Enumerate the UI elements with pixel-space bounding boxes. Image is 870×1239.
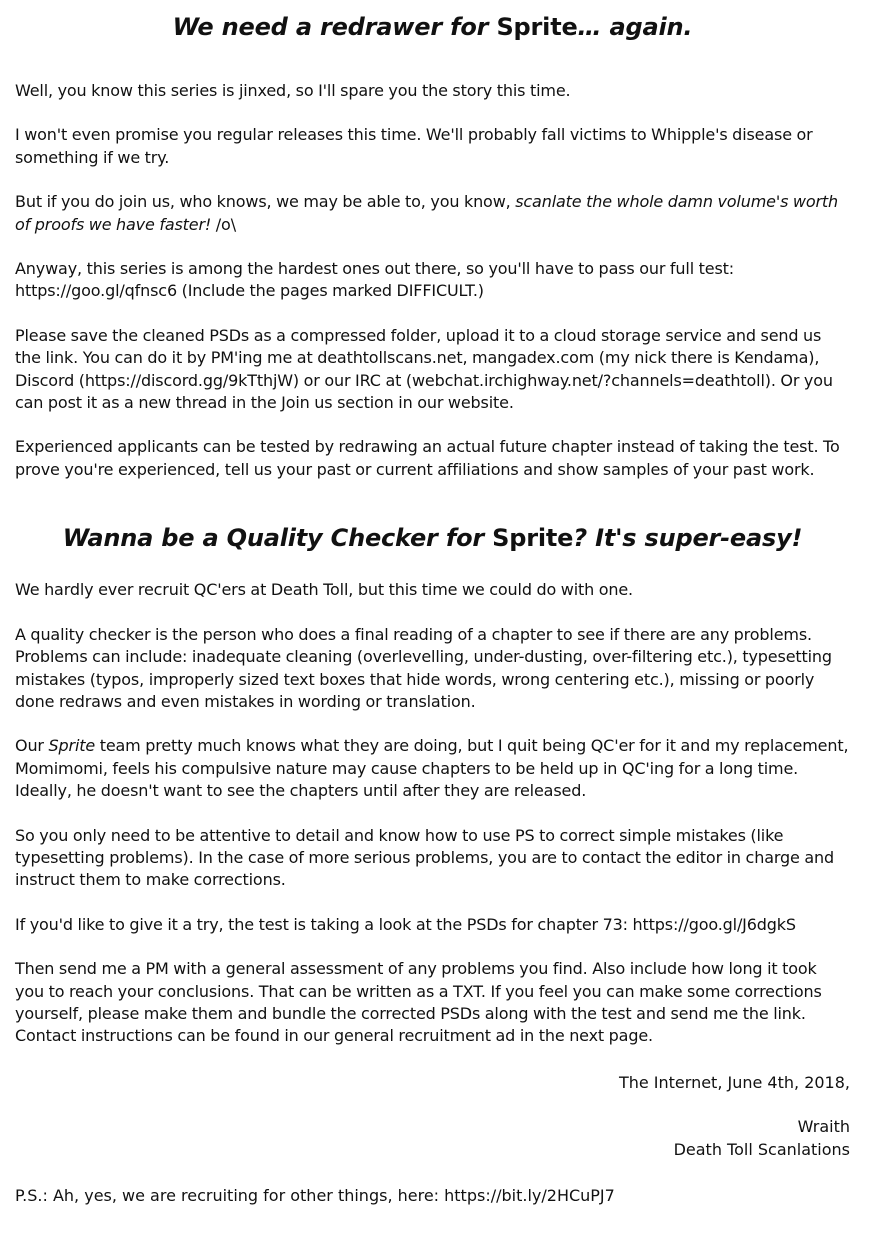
qc-section [15, 579, 850, 1048]
heading1-title: Sprite [496, 13, 578, 41]
signature-date: The Internet, June 4th, 2018, [618, 1072, 850, 1092]
qc-paragraph-3-rest: team pretty much knows what they are doing, but I quit being QC'er for it and my replacement, Momimomi, feels his compulsive nature may cause chapters to be held up in QC'ing for a long time. Ideally, he doesn't want to see the chapters until after they are released. [15, 736, 849, 801]
redrawer-paragraph-4: Anyway, this series is among the hardest ones out there, so you'll have to pass our full test: https://goo.gl/qfnsc6 (Include the pages marked DIFFICULT.) [15, 259, 734, 301]
heading1-part3: … again. [577, 13, 693, 41]
qc-paragraph-3-start: Our [15, 736, 49, 756]
redrawer-paragraph-1: Well, you know this series is jinxed, so I'll spare you the story this time. [15, 81, 571, 100]
signature-name: Wraith [797, 1117, 850, 1137]
heading2-part1: Wanna be a Quality Checker for [62, 524, 493, 553]
heading1-part1: We need a redrawer for [172, 13, 497, 41]
qc-paragraph-5: If you'd like to give it a try, the test is taking a look at the PSDs for chapter 73: https://goo.gl/J6dgkS [15, 914, 796, 934]
heading2-title: Sprite [492, 524, 574, 553]
redrawer-paragraph-3-start: But if you do join us, who knows, we may be able to, you know, [15, 192, 516, 212]
postscript: P.S.: Ah, yes, we are recruiting for other things, here: https://bit.ly/2HCuPJ7 [15, 1186, 615, 1205]
signature-group: Death Toll Scanlations [673, 1139, 850, 1159]
heading2-part3: ? It's super-easy! [573, 524, 803, 553]
redrawer-paragraph-5: Please save the cleaned PSDs as a compressed folder, upload it to a cloud storage service and send us the link. You can do it by PM'ing me at deathtollscans.net, mangadex.com (my nick there is Kendama), Discord (https://discord.gg/9kTthjW) or our IRC at (webchat.irchighway.net/?channels=deathtoll). Or you can post it as a new thread in the Join us section in our website. [15, 325, 833, 413]
redrawer-paragraph-3-italic: scanlate the whole damn volume's worth of proofs we have faster! [15, 192, 839, 234]
redrawer-paragraph-6: Experienced applicants can be tested by redrawing an actual future chapter instead of taking the test. To prove you're experienced, tell us your past or current affiliations and show samples of your past work. [15, 437, 840, 479]
qc-paragraph-2: A quality checker is the person who does a final reading of a chapter to see if there are any problems. Problems can include: inadequate cleaning (overlevelling, under-dusting, over-filtering etc.), typesetting mistakes (typos, improperly sized text boxes that hide words, wrong centering etc.), missing or poorly done redraws and even mistakes in wording or translation. [15, 624, 832, 711]
qc-heading [15, 521, 850, 555]
qc-paragraph-6: Then send me a PM with a general assessment of any problems you find. Also include how long it took you to reach your conclusions. That can be written as a TXT. If you feel you can make some corrections yourself, please make them and bundle the corrected PSDs along with the test and send me the link. Contact instructions can be found in our general recruitment ad in the next page. [15, 959, 822, 1046]
redrawer-paragraph-3 [15, 191, 850, 236]
redrawer-heading [15, 10, 850, 44]
signature-block [15, 1116, 850, 1161]
redrawer-section [15, 80, 850, 481]
redrawer-paragraph-2: I won't even promise you regular releases this time. We'll probably fall victims to Whipple's disease or something if we try. [15, 125, 813, 167]
qc-paragraph-3-italic: Sprite [48, 736, 96, 756]
qc-paragraph-1: We hardly ever recruit QC'ers at Death Toll, but this time we could do with one. [15, 580, 633, 600]
qc-paragraph-4: So you only need to be attentive to detail and know how to use PS to correct simple mistakes (like typesetting problems). In the case of more serious problems, you are to contact the editor in charge and instruct them to make corrections. [15, 825, 834, 890]
qc-paragraph-3 [15, 735, 850, 802]
redrawer-paragraph-3-end: /o\ [211, 214, 236, 234]
